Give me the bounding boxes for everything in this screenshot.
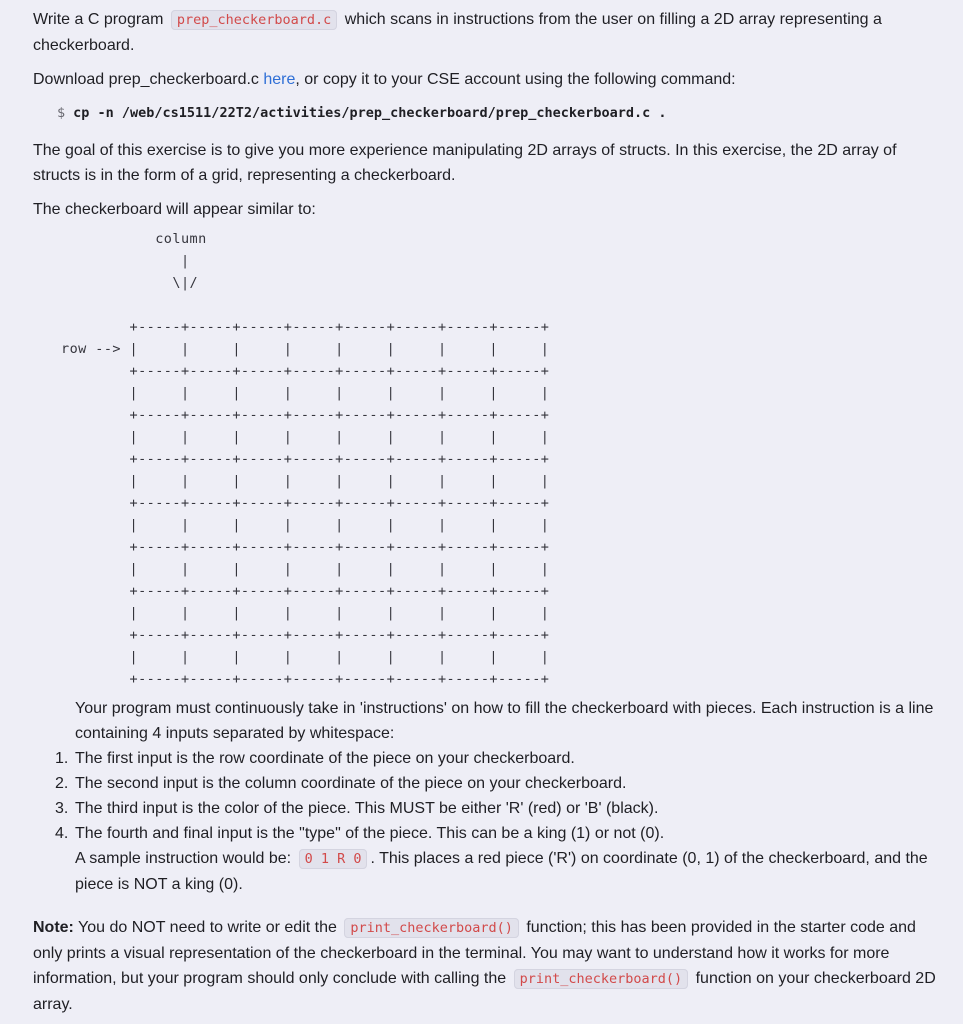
intro-paragraph — [33, 7, 948, 58]
appear-paragraph: The checkerboard will appear similar to: — [33, 201, 316, 218]
note-text-1: You do NOT need to write or edit the — [73, 919, 342, 936]
sample-text-before: A sample instruction would be: — [75, 850, 296, 867]
list-item — [55, 771, 950, 796]
step-text: The fourth and final input is the "type" of the piece. This can be a king (1) or not (0). — [75, 825, 665, 842]
instructions-list — [55, 746, 950, 846]
list-item — [55, 746, 950, 771]
list-item — [55, 796, 950, 821]
note-text-2: function; this has been provided in the starter code and only prints a visual representation of the checkerboard in the terminal. You may want to understand how it works for more information, but your program should only conclude with calling the — [33, 919, 916, 987]
step-number: 4. — [55, 825, 69, 842]
instructions-intro: Your program must continuously take in 'instructions' on how to fill the checkerboard with pieces. Each instruction is a line containing 4 inputs separated by whitespace: — [75, 700, 934, 742]
step-text: The third input is the color of the piece. This MUST be either 'R' (red) or 'B' (black). — [75, 800, 659, 817]
step-text: The first input is the row coordinate of the piece on your checkerboard. — [75, 750, 575, 767]
note-text-3: function on your checkerboard 2D array. — [33, 970, 936, 1013]
print-function-code: print_checkerboard() — [514, 969, 689, 989]
shell-prompt: $ — [57, 105, 66, 121]
sample-text-after: . This places a red piece ('R') on coordinate (0, 1) of the checkerboard, and the piece is NOT a king (0). — [75, 850, 928, 893]
note-paragraph — [33, 915, 948, 1017]
step-number: 3. — [55, 800, 69, 817]
print-function-code: print_checkerboard() — [344, 918, 519, 938]
filename-code: prep_checkerboard.c — [171, 10, 337, 30]
list-item — [55, 821, 950, 846]
instructions-section — [33, 696, 950, 897]
download-paragraph — [33, 67, 953, 92]
step-number: 2. — [55, 775, 69, 792]
download-link[interactable]: here — [263, 71, 296, 88]
step-text: The second input is the column coordinate of the piece on your checkerboard. — [75, 775, 627, 792]
download-text-before: Download prep_checkerboard.c — [33, 71, 264, 88]
copy-command-block — [57, 102, 953, 124]
step-number: 1. — [55, 750, 69, 767]
goal-paragraph: The goal of this exercise is to give you more experience manipulating 2D arrays of structs. In this exercise, the 2D array of structs is in the form of a grid, representing a checkerboard. — [33, 142, 897, 184]
intro-text-before: Write a C program — [33, 11, 168, 28]
note-label: Note: — [33, 919, 74, 936]
intro-text-after: which scans in instructions from the user on filling a 2D array representing a checkerboard. — [33, 11, 882, 54]
download-text-after: , or copy it to your CSE account using the following command: — [295, 71, 736, 88]
sample-code: 0 1 R 0 — [299, 849, 368, 869]
sample-instruction — [75, 846, 945, 897]
copy-command-text: cp -n /web/cs1511/22T2/activities/prep_checkerboard/prep_checkerboard.c . — [73, 105, 667, 121]
checkerboard-diagram: column | \|/ +-----+-----+-----+-----+-----+-----+-----+-----+ row --> | | | | | | | | | +-----+-----+-----+-----+-----+-----+-----+-----+ | | | | | | | | | +-----+-----+-----+-----+-----+-----+-----+-----+ | | | | | | | | | +-----+-----+-----+-----+-----+-----+-----+-----+ | | | | | | | | | +-----+-----+-----+-----+-----+-----+-----+-----+ | | | | | | | | | +-----+-----+-----+-----+-----+-----+-----+-----+ | | | | | | | | | +-----+-----+-----+-----+-----+-----+-----+-----+ | | | | | | | | | +-----+-----+-----+-----+-----+-----+-----+-----+ | | | | | | | | | +-----+-----+-----+-----+-----+-----+-----+-----+ — [61, 231, 550, 687]
